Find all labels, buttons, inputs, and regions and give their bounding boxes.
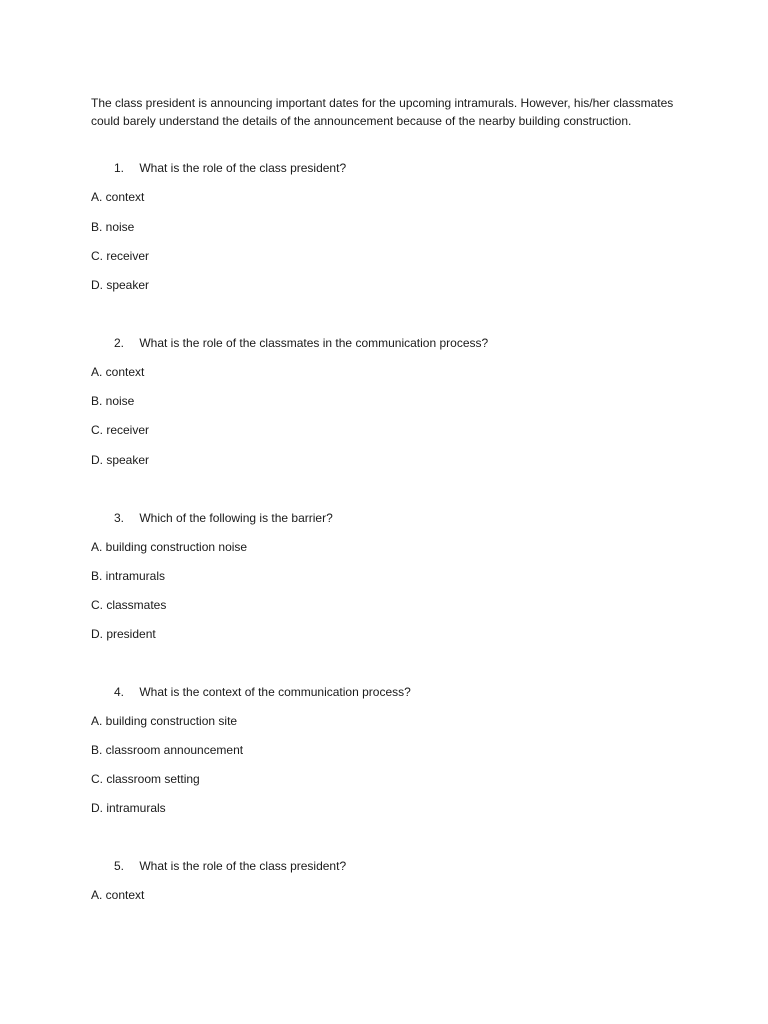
question-number: 4. — [114, 685, 125, 699]
question-2 — [114, 335, 488, 351]
q3-option-d: D. president — [91, 627, 156, 641]
q3-option-a: A. building construction noise — [91, 540, 248, 554]
question-number: 3. — [114, 511, 125, 525]
intro-paragraph: The class president is announcing important dates for the upcoming intramurals. However, his/her classmates could barely understand the details of the announcement because of the nearby building construction. — [91, 96, 674, 128]
q1-option-a: A. context — [91, 190, 145, 204]
q2-option-a: A. context — [91, 365, 145, 379]
question-1 — [114, 160, 346, 176]
question-text: Which of the following is the barrier? — [139, 511, 333, 525]
q1-option-c: C. receiver — [91, 249, 150, 263]
question-text: What is the context of the communication process? — [139, 685, 411, 699]
q2-option-c: C. receiver — [91, 423, 150, 437]
question-number: 5. — [114, 859, 125, 873]
q1-option-d: D. speaker — [91, 278, 150, 292]
question-text: What is the role of the class president? — [139, 161, 347, 175]
q3-option-b: B. intramurals — [91, 569, 166, 583]
q2-option-d: D. speaker — [91, 453, 150, 467]
question-4 — [114, 684, 411, 700]
q4-option-b: B. classroom announcement — [91, 743, 244, 757]
question-text: What is the role of the classmates in the communication process? — [139, 336, 489, 350]
question-number: 1. — [114, 161, 125, 175]
question-5 — [114, 858, 346, 874]
q1-option-b: B. noise — [91, 220, 135, 234]
q4-option-d: D. intramurals — [91, 801, 166, 815]
question-3 — [114, 510, 333, 526]
q5-option-a: A. context — [91, 888, 145, 902]
q3-option-c: C. classmates — [91, 598, 167, 612]
question-number: 2. — [114, 336, 125, 350]
q2-option-b: B. noise — [91, 394, 135, 408]
q4-option-a: A. building construction site — [91, 714, 238, 728]
q4-option-c: C. classroom setting — [91, 772, 200, 786]
question-text: What is the role of the class president? — [139, 859, 347, 873]
